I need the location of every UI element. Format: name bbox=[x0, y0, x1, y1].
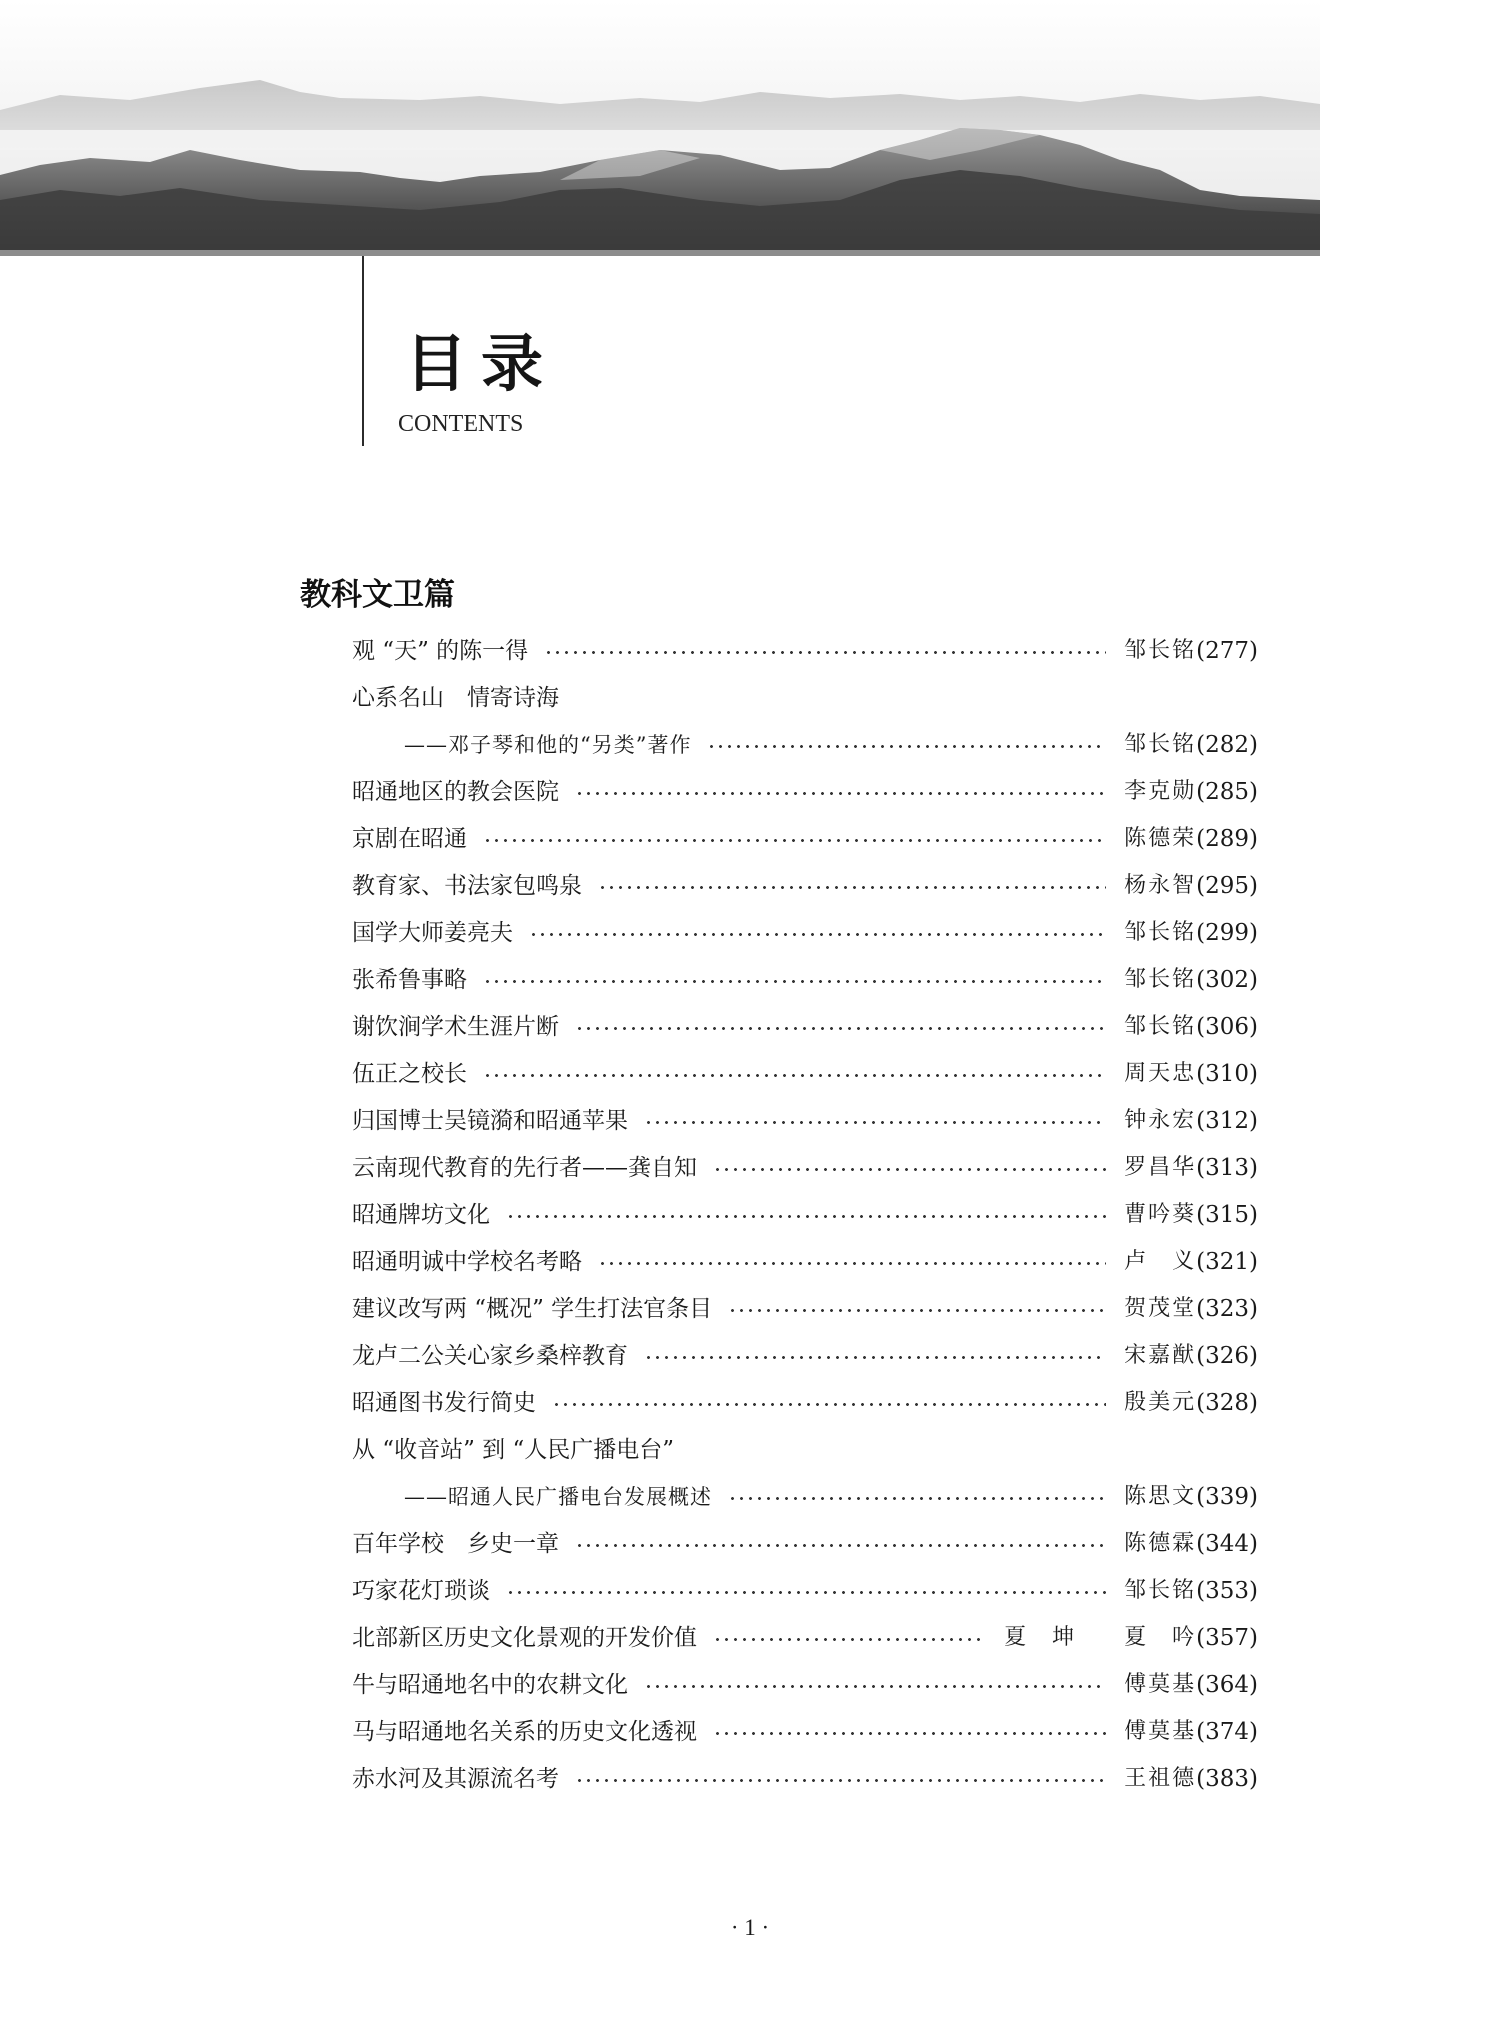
dot-leader bbox=[713, 1729, 1106, 1738]
dot-leader bbox=[483, 836, 1106, 845]
toc-entry-author: 周天忠 bbox=[1124, 1061, 1197, 1086]
toc-entry[interactable] bbox=[352, 1614, 1258, 1654]
toc-entry-title: 云南现代教育的先行者——龚自知 bbox=[352, 1155, 697, 1181]
toc-entry[interactable] bbox=[352, 768, 1258, 808]
toc-entry-title: 观 “天” 的陈一得 bbox=[352, 638, 529, 664]
toc-entry[interactable] bbox=[352, 1755, 1258, 1795]
toc-entry-author: 邹长铭 bbox=[1124, 732, 1197, 757]
toc-entry[interactable] bbox=[352, 1238, 1258, 1278]
dot-leader bbox=[575, 789, 1106, 798]
toc-entry-title: 伍正之校长 bbox=[352, 1061, 467, 1087]
toc-entry[interactable] bbox=[352, 815, 1258, 855]
toc-entry-author: 李克勋 bbox=[1124, 779, 1197, 804]
dot-leader bbox=[713, 1635, 986, 1644]
toc-entry-author: 邹长铭 bbox=[1124, 967, 1197, 992]
toc-entry[interactable] bbox=[352, 627, 1258, 667]
banner-bottom-rule bbox=[0, 250, 1320, 256]
page-title: 目录 bbox=[405, 327, 558, 400]
toc-entry[interactable] bbox=[352, 1567, 1258, 1607]
toc-entry-title: 牛与昭通地名中的农耕文化 bbox=[352, 1672, 628, 1698]
toc-entry-page: (277) bbox=[1196, 638, 1258, 664]
toc-entry-page: (383) bbox=[1196, 1766, 1258, 1792]
toc-entry-title: 北部新区历史文化景观的开发价值 bbox=[352, 1625, 697, 1651]
dot-leader bbox=[707, 742, 1106, 751]
title-vertical-rule bbox=[362, 256, 364, 446]
dot-leader bbox=[544, 648, 1106, 657]
toc-entry-page: (289) bbox=[1196, 826, 1258, 852]
toc-entry[interactable] bbox=[352, 909, 1258, 949]
toc-entry[interactable] bbox=[352, 1050, 1258, 1090]
page-subtitle: CONTENTS bbox=[398, 411, 524, 437]
dot-leader bbox=[483, 977, 1106, 986]
toc-entry-page: (299) bbox=[1196, 920, 1258, 946]
mountain-banner-image bbox=[0, 0, 1320, 252]
dot-leader bbox=[575, 1541, 1106, 1550]
toc-entry[interactable] bbox=[352, 1191, 1258, 1231]
toc-entry-title: 龙卢二公关心家乡桑梓教育 bbox=[352, 1343, 628, 1369]
toc-entry-page: (328) bbox=[1196, 1390, 1258, 1416]
toc-entry-author: 夏 坤 夏 吟 bbox=[1004, 1625, 1197, 1650]
toc-entry-title: ——邓子琴和他的“另类”著作 bbox=[404, 733, 692, 757]
toc-entry-title: 巧家花灯琐谈 bbox=[352, 1578, 490, 1604]
toc-entry[interactable] bbox=[352, 1379, 1258, 1419]
toc-entry-title: 国学大师姜亮夫 bbox=[352, 920, 513, 946]
toc-entry-title: 归国博士吴镜漪和昭通苹果 bbox=[352, 1108, 628, 1134]
toc-entry-title-line[interactable] bbox=[352, 674, 559, 714]
toc-entry-title: 昭通牌坊文化 bbox=[352, 1202, 490, 1228]
toc-entry-title: 教育家、书法家包鸣泉 bbox=[352, 873, 582, 899]
toc-entry-page: (295) bbox=[1196, 873, 1258, 899]
toc-entry-title: 昭通地区的教会医院 bbox=[352, 779, 559, 805]
toc-entry-page: (357) bbox=[1196, 1625, 1258, 1651]
dot-leader bbox=[598, 883, 1106, 892]
toc-entry[interactable] bbox=[404, 1473, 1258, 1513]
dot-leader bbox=[713, 1165, 1106, 1174]
toc-entry-page: (364) bbox=[1196, 1672, 1258, 1698]
toc-entry[interactable] bbox=[404, 721, 1258, 761]
mountain-landscape-illustration bbox=[0, 0, 1320, 252]
toc-entry[interactable] bbox=[352, 1285, 1258, 1325]
toc-entry-page: (302) bbox=[1196, 967, 1258, 993]
toc-entry-author: 陈德荣 bbox=[1124, 826, 1197, 851]
toc-entry-author: 傅莫基 bbox=[1124, 1672, 1197, 1697]
toc-entry[interactable] bbox=[352, 862, 1258, 902]
toc-entry-title: 赤水河及其源流名考 bbox=[352, 1766, 559, 1792]
dot-leader bbox=[598, 1259, 1106, 1268]
toc-entry-page: (326) bbox=[1196, 1343, 1258, 1369]
toc-entry-page: (306) bbox=[1196, 1014, 1258, 1040]
toc-entry-title: 张希鲁事略 bbox=[352, 967, 467, 993]
toc-entry-author: 陈思文 bbox=[1124, 1484, 1197, 1509]
toc-entry[interactable] bbox=[352, 1708, 1258, 1748]
toc-entry-author: 陈德霖 bbox=[1124, 1531, 1197, 1556]
toc-entry-title: 从 “收音站” 到 “人民广播电台” bbox=[352, 1437, 674, 1463]
toc-entry-author: 傅莫基 bbox=[1124, 1719, 1197, 1744]
toc-entry-page: (285) bbox=[1196, 779, 1258, 805]
toc-entry[interactable] bbox=[352, 1520, 1258, 1560]
dot-leader bbox=[644, 1118, 1106, 1127]
toc-entry-page: (323) bbox=[1196, 1296, 1258, 1322]
toc-entry-page: (339) bbox=[1196, 1484, 1258, 1510]
toc-entry-author: 杨永智 bbox=[1124, 873, 1197, 898]
toc-entry-author: 邹长铭 bbox=[1124, 920, 1197, 945]
toc-entry-title-line[interactable] bbox=[352, 1426, 674, 1466]
toc-entry-page: (312) bbox=[1196, 1108, 1258, 1134]
toc-entry-author: 殷美元 bbox=[1124, 1390, 1197, 1415]
toc-entry[interactable] bbox=[352, 1144, 1258, 1184]
toc-entry-title: 百年学校 乡史一章 bbox=[352, 1531, 559, 1557]
toc-entry-page: (321) bbox=[1196, 1249, 1258, 1275]
dot-leader bbox=[728, 1306, 1106, 1315]
dot-leader bbox=[575, 1024, 1106, 1033]
toc-entry-author: 罗昌华 bbox=[1124, 1155, 1197, 1180]
toc-entry-author: 钟永宏 bbox=[1124, 1108, 1197, 1133]
dot-leader bbox=[644, 1682, 1106, 1691]
toc-entry-title: 京剧在昭通 bbox=[352, 826, 467, 852]
dot-leader bbox=[575, 1776, 1106, 1785]
toc-entry-author: 曹吟葵 bbox=[1124, 1202, 1197, 1227]
toc-entry-title: 昭通图书发行简史 bbox=[352, 1390, 536, 1416]
dot-leader bbox=[506, 1588, 1106, 1597]
toc-entry-page: (315) bbox=[1196, 1202, 1258, 1228]
dot-leader bbox=[728, 1494, 1106, 1503]
dot-leader bbox=[529, 930, 1106, 939]
toc-entry-author: 邹长铭 bbox=[1124, 1014, 1197, 1039]
toc-entry[interactable] bbox=[352, 1332, 1258, 1372]
page-number: · 1 · bbox=[730, 1915, 770, 1940]
toc-entry-page: (313) bbox=[1196, 1155, 1258, 1181]
toc-entry-page: (282) bbox=[1196, 732, 1258, 758]
toc-entry-title: 建议改写两 “概况” 学生打法官条目 bbox=[352, 1296, 713, 1322]
dot-leader bbox=[483, 1071, 1106, 1080]
toc-entry-author: 卢 义 bbox=[1124, 1249, 1197, 1274]
toc-entry-title: 心系名山 情寄诗海 bbox=[352, 685, 559, 711]
toc-entry-page: (353) bbox=[1196, 1578, 1258, 1604]
toc-entry-page: (374) bbox=[1196, 1719, 1258, 1745]
dot-leader bbox=[644, 1353, 1106, 1362]
toc-entry-page: (344) bbox=[1196, 1531, 1258, 1557]
toc-entry-title: 马与昭通地名关系的历史文化透视 bbox=[352, 1719, 697, 1745]
toc-entry[interactable] bbox=[352, 1003, 1258, 1043]
toc-entry-author: 王祖德 bbox=[1124, 1766, 1197, 1791]
toc-entry[interactable] bbox=[352, 956, 1258, 996]
toc-entry-author: 邹长铭 bbox=[1124, 1578, 1197, 1603]
toc-entry-author: 邹长铭 bbox=[1124, 638, 1197, 663]
toc-entry-title: 谢饮涧学术生涯片断 bbox=[352, 1014, 559, 1040]
section-heading: 教科文卫篇 bbox=[300, 577, 455, 613]
toc-entry-author: 宋嘉猷 bbox=[1124, 1343, 1197, 1368]
toc-entry-title: ——昭通人民广播电台发展概述 bbox=[404, 1485, 712, 1509]
dot-leader bbox=[506, 1212, 1106, 1221]
toc-entry-title: 昭通明诚中学校名考略 bbox=[352, 1249, 582, 1275]
toc-entry-page: (310) bbox=[1196, 1061, 1258, 1087]
toc-entry[interactable] bbox=[352, 1661, 1258, 1701]
toc-entry[interactable] bbox=[352, 1097, 1258, 1137]
dot-leader bbox=[552, 1400, 1106, 1409]
toc-entry-author: 贺茂堂 bbox=[1124, 1296, 1197, 1321]
